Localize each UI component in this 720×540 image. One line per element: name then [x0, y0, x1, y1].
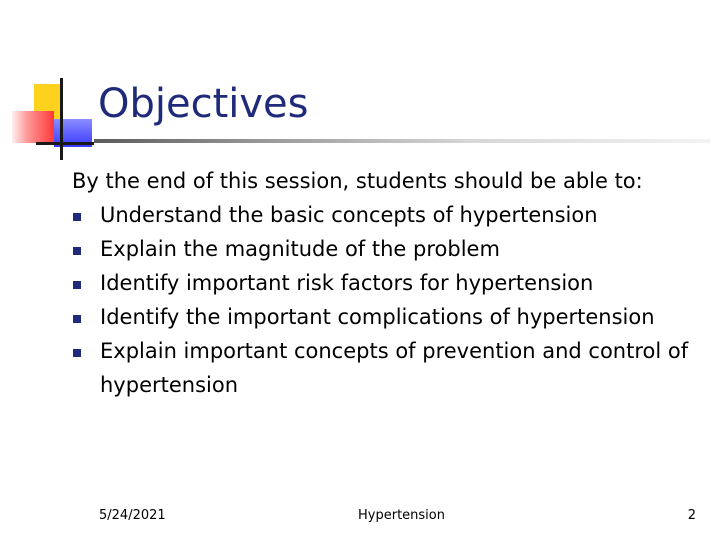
- logo-red-block: [12, 111, 54, 143]
- footer-title: Hypertension: [358, 508, 445, 523]
- square-bullet-icon: [73, 349, 81, 357]
- objective-text: Understand the basic concepts of hypertension: [100, 203, 598, 227]
- objective-item-1: [72, 198, 702, 232]
- square-bullet-icon: [73, 281, 81, 289]
- square-bullet-icon: [73, 315, 81, 323]
- objective-item-2: [72, 232, 702, 266]
- objective-text: Identify the important complications of hypertension: [100, 305, 655, 329]
- logo-horizontal-line: [36, 142, 94, 145]
- intro-text: By the end of this session, students should be able to:: [72, 169, 643, 193]
- page-number: 2: [687, 508, 696, 523]
- square-bullet-icon: [73, 213, 81, 221]
- objective-item-5: [72, 334, 702, 402]
- objective-item-3: [72, 266, 702, 300]
- title-rule: [94, 139, 710, 143]
- square-bullet-icon: [73, 247, 81, 255]
- objective-text: Identify important risk factors for hypertension: [100, 271, 594, 295]
- objective-text: Explain the magnitude of the problem: [100, 237, 500, 261]
- objectives-list: [72, 198, 702, 402]
- objective-item-4: [72, 300, 702, 334]
- footer-date: 5/24/2021: [99, 508, 166, 523]
- objective-text: Explain important concepts of prevention and control of hypertension: [100, 339, 689, 397]
- logo-vertical-line: [60, 78, 63, 160]
- slide-body: [72, 164, 702, 402]
- slide-title: Objectives: [98, 81, 309, 127]
- slide-logo: [0, 0, 110, 170]
